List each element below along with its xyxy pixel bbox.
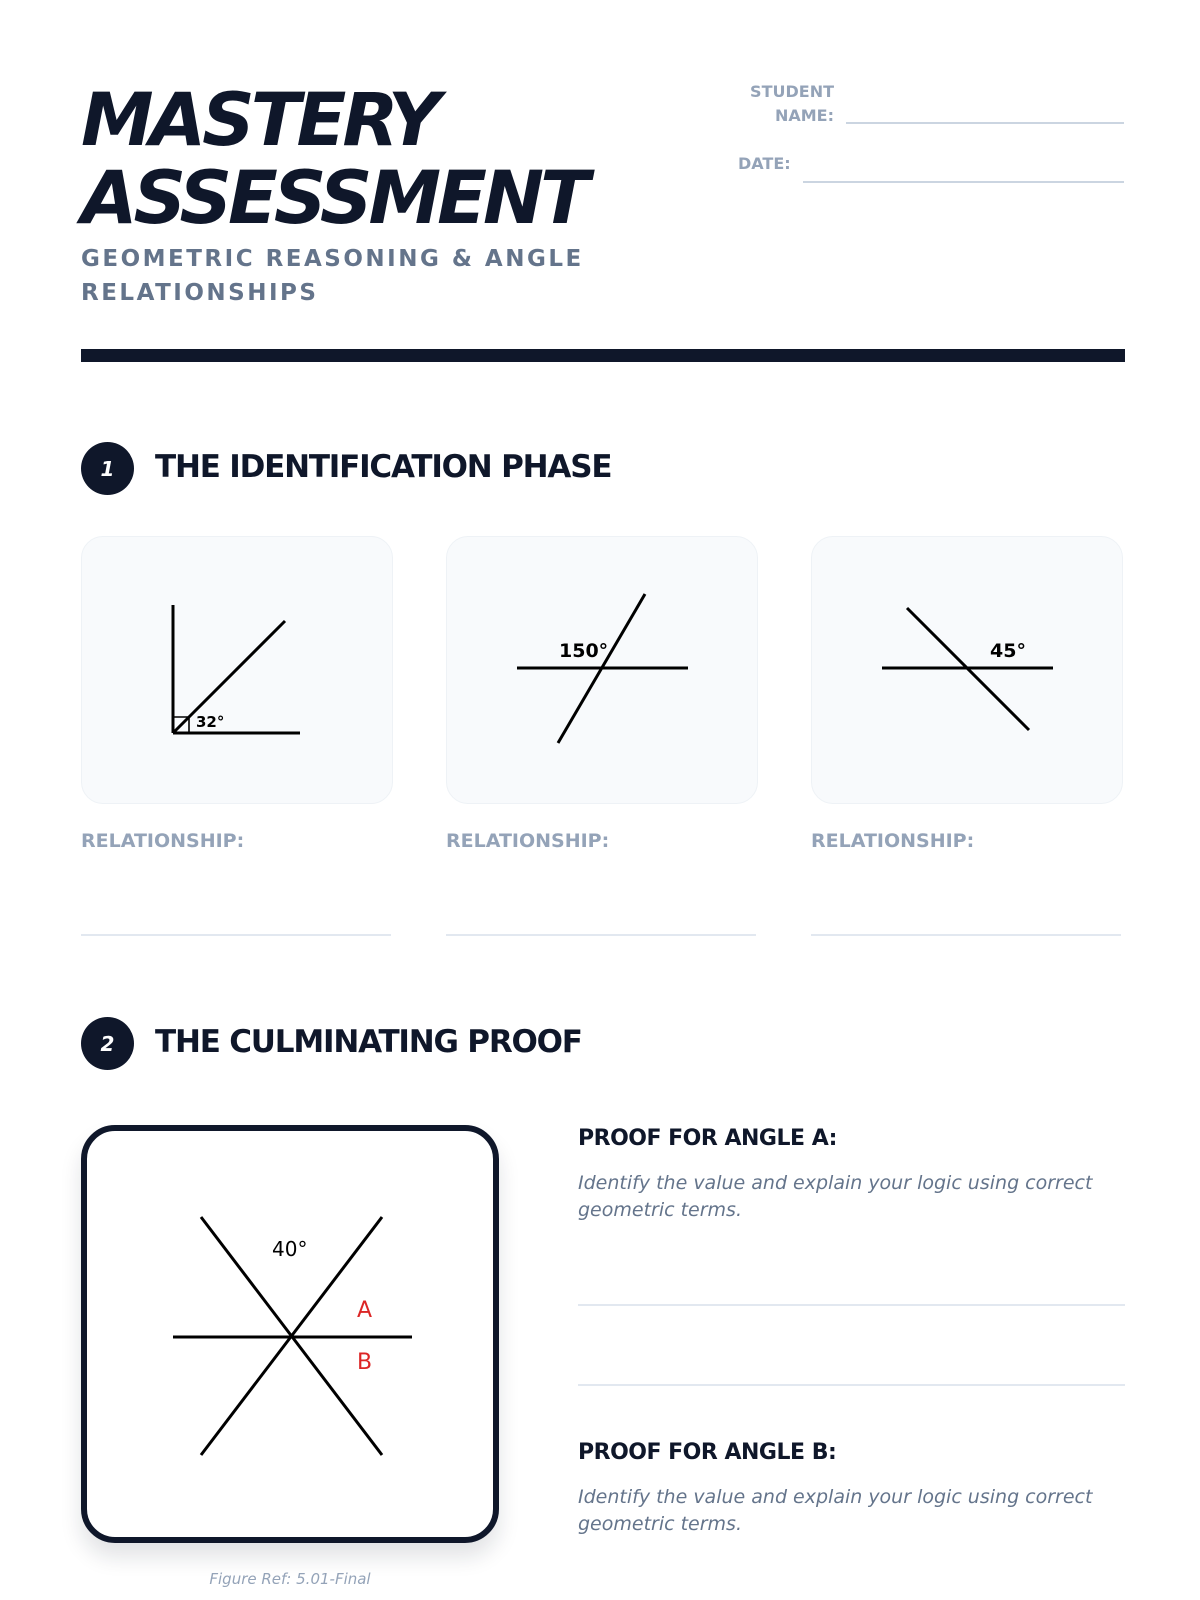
proof-a-answer-line-2[interactable] bbox=[578, 1384, 1125, 1386]
angle-label: 32° bbox=[196, 713, 225, 731]
header-divider bbox=[81, 349, 1125, 362]
proof-b-instruction: Identify the value and explain your logic using correct geometric terms. bbox=[578, 1486, 1093, 1535]
angle-b-label: B bbox=[357, 1350, 373, 1375]
angle-card-1 bbox=[81, 536, 393, 804]
relationship-answer-line-1[interactable] bbox=[81, 934, 391, 936]
proof-a-instruction: Identify the value and explain your logic using correct geometric terms. bbox=[578, 1172, 1093, 1221]
section-1-badge: 1 bbox=[81, 442, 134, 495]
angle-card-2 bbox=[446, 536, 758, 804]
given-angle-label: 40° bbox=[272, 1237, 308, 1261]
assessment-title bbox=[81, 78, 586, 241]
student-name-label bbox=[734, 80, 834, 128]
title-line-1: MASTERY bbox=[81, 78, 437, 163]
relationship-answer-line-3[interactable] bbox=[811, 934, 1121, 936]
proof-figure bbox=[81, 1125, 499, 1543]
date-field[interactable] bbox=[803, 181, 1124, 183]
angle-label: 150° bbox=[559, 640, 609, 662]
date-label: DATE: bbox=[738, 154, 791, 173]
relationship-answer-line-2[interactable] bbox=[446, 934, 756, 936]
relationship-label-2: RELATIONSHIP: bbox=[446, 830, 610, 852]
section-1-title: THE IDENTIFICATION PHASE bbox=[155, 449, 612, 485]
assessment-subtitle: GEOMETRIC REASONING & ANGLE RELATIONSHIPS bbox=[81, 246, 584, 306]
angle-diagram-1 bbox=[82, 537, 392, 803]
angle-label: 45° bbox=[990, 640, 1026, 662]
angle-diagram-2 bbox=[447, 537, 757, 803]
section-2-badge: 2 bbox=[81, 1017, 134, 1070]
relationship-label-3: RELATIONSHIP: bbox=[811, 830, 975, 852]
angle-card-3 bbox=[811, 536, 1123, 804]
student-name-label-line2: NAME: bbox=[774, 106, 834, 125]
relationship-label-1: RELATIONSHIP: bbox=[81, 830, 245, 852]
proof-a-answer-line-1[interactable] bbox=[578, 1304, 1125, 1306]
student-name-label-line1: STUDENT bbox=[750, 82, 834, 101]
figure-reference: Figure Ref: 5.01-Final bbox=[209, 1570, 371, 1588]
student-name-field[interactable] bbox=[846, 122, 1124, 124]
angle-a-label: A bbox=[357, 1298, 373, 1323]
proof-diagram bbox=[87, 1131, 493, 1537]
proof-b-heading: PROOF FOR ANGLE B: bbox=[578, 1440, 837, 1465]
proof-a-heading: PROOF FOR ANGLE A: bbox=[578, 1126, 837, 1151]
title-line-2: ASSESSMENT bbox=[81, 156, 586, 241]
section-2-title: THE CULMINATING PROOF bbox=[155, 1024, 582, 1060]
angle-diagram-3 bbox=[812, 537, 1122, 803]
